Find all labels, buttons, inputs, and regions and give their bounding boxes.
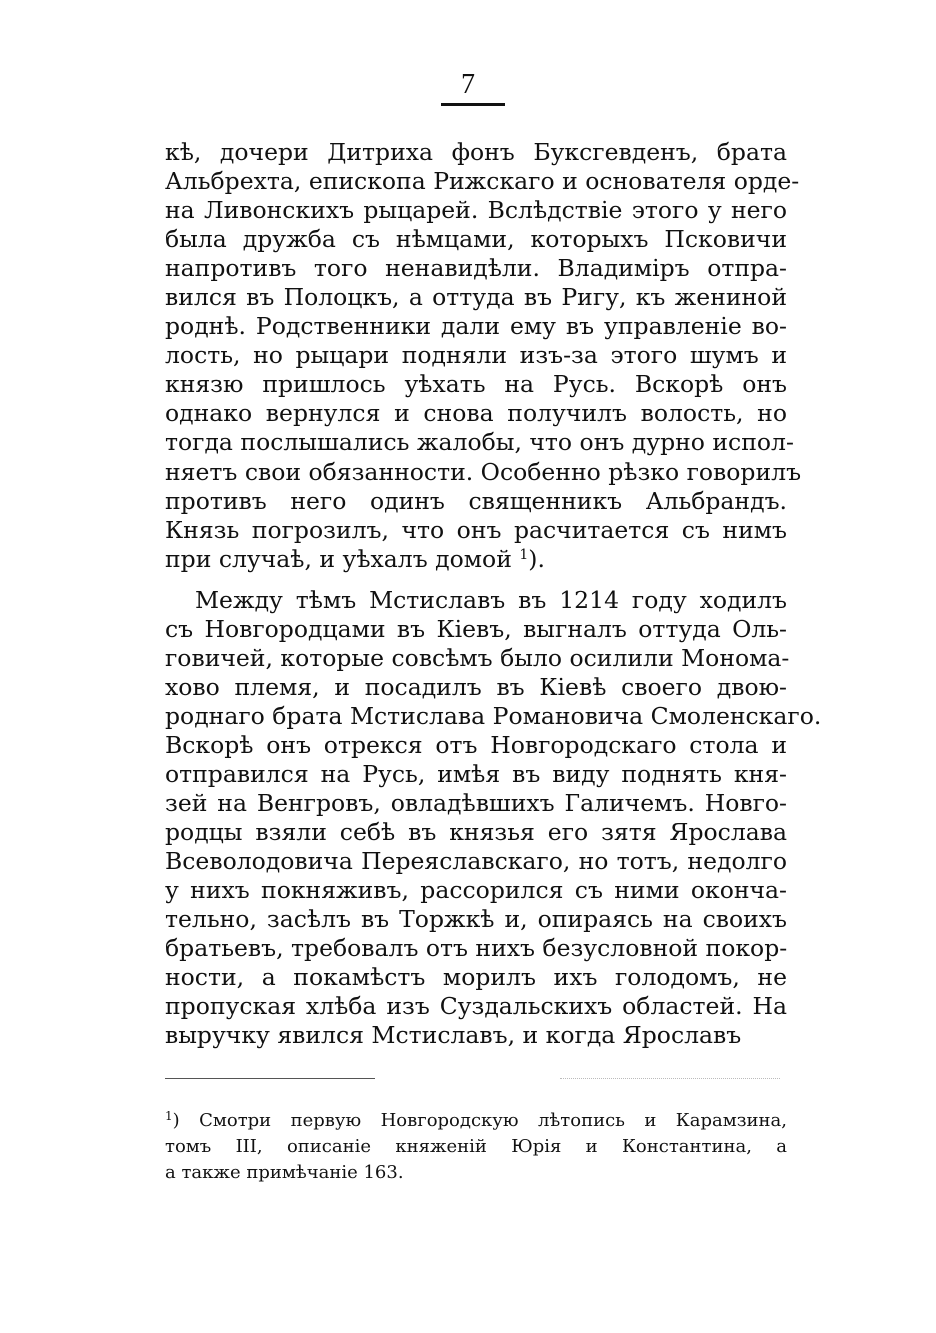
line-text: хово племя, и посадилъ въ Кіевѣ своего двою- [165, 672, 787, 701]
line-text: ности, а покамѣстъ морилъ ихъ голодомъ, не [165, 963, 787, 992]
line-text: няетъ свои обязанности. Особенно рѣзко говорилъ [165, 457, 802, 486]
line-end: ). [528, 544, 545, 573]
line-text: кѣ, дочери Дитриха фонъ Буксгевденъ, брата [165, 138, 787, 166]
line-text: говичей, которые совсѣмъ было осилили Монома- [165, 643, 790, 672]
line-text: у нихъ покняживъ, рассорился съ ними оконча- [165, 876, 787, 905]
bleed-through-rule [560, 1078, 780, 1079]
footnote-line [165, 1134, 787, 1160]
line-text: Всеволодовича Переяславскаго, но тотъ, недолго [165, 847, 787, 876]
text-line [165, 731, 787, 760]
text-line [165, 516, 787, 545]
line-text: Альбрехта, епископа Рижскаго и основателя орде- [165, 167, 800, 196]
line-text: роднѣ. Родственники дали ему въ управленіе во- [165, 312, 787, 341]
line-text: родцы взяли себѣ въ князья его зятя Ярослава [165, 818, 787, 847]
line-text: Князь погрозилъ, что онъ расчитается съ нимъ [165, 515, 787, 544]
line-text: вился въ Полоцкъ, а оттуда въ Ригу, къ жениной [165, 283, 787, 312]
footnote [165, 1108, 787, 1186]
footnote-reference[interactable]: 1 [519, 546, 529, 563]
text-line [165, 847, 787, 876]
main-text [165, 138, 822, 1050]
line-text: была дружба съ нѣмцами, которыхъ Псковичи [165, 225, 787, 254]
text-line [165, 643, 790, 673]
line-text: напротивъ того ненавидѣли. Владиміръ отпра- [165, 254, 787, 283]
line-text: братьевъ, требовалъ отъ нихъ безусловной покор- [165, 934, 788, 963]
footnote-line [165, 1108, 787, 1134]
footnote-text: ) Смотри первую Новгородскую лѣтопись и Карамзина, [172, 1110, 787, 1131]
line-text: лость, но рыцари подняли изъ-за этого шумъ и [165, 341, 787, 370]
line-text: князю пришлось уѣхать на Русь. Вскорѣ онъ [165, 370, 787, 399]
text-line [165, 283, 787, 312]
line-text: противъ него одинъ священникъ Альбрандъ. [165, 486, 787, 515]
text-line [165, 254, 787, 283]
page-number: 7 [461, 69, 475, 100]
text-line [165, 673, 787, 702]
text-line [165, 934, 787, 963]
line-text: пропуская хлѣба изъ Суздальскихъ областей. На [165, 992, 787, 1021]
line-text: тогда послышались жалобы, что онъ дурно испол- [165, 428, 794, 457]
page-number-rule [441, 103, 505, 106]
line-text: однако вернулся и снова получилъ волость, но [165, 399, 787, 428]
line-text: отправился на Русь, имѣя въ виду поднять кня- [165, 759, 787, 788]
text-line [165, 341, 787, 370]
line-text: при случаѣ, и уѣхалъ домой [165, 544, 512, 573]
line-text: выручку явился Мстиславъ, и когда Ярославъ [165, 1021, 742, 1050]
text-line [165, 760, 787, 789]
footnote-text: томъ III, описаніе княженій Юрія и Константина, а [165, 1136, 787, 1157]
text-line [165, 701, 822, 731]
line-text: Между тѣмъ Мстиславъ въ 1214 году ходилъ [195, 585, 787, 614]
paragraph-gap [165, 574, 787, 586]
text-line [165, 1021, 787, 1050]
text-line [165, 818, 787, 847]
text-line [165, 586, 787, 615]
text-line [165, 905, 787, 934]
line-text: съ Новгородцами въ Кіевъ, выгналъ оттуда Оль- [165, 614, 787, 643]
line-text: роднаго брата Мстислава Романовича Смоленскаго. [165, 701, 822, 730]
footnote-marker: 1 [165, 1109, 173, 1123]
text-line [165, 399, 787, 428]
text-line [165, 876, 787, 905]
footnote-text: а также примѣчаніе 163. [165, 1162, 404, 1183]
text-line [165, 789, 787, 818]
footnote-separator [165, 1078, 375, 1079]
line-text: тельно, засѣлъ въ Торжкѣ и, опираясь на своихъ [165, 905, 787, 934]
text-line [165, 487, 787, 516]
text-line [165, 196, 787, 225]
line-text: на Ливонскихъ рыцарей. Вслѣдствіе этого у него [165, 196, 787, 225]
text-line [165, 615, 787, 644]
text-line [165, 312, 787, 341]
text-line [165, 992, 787, 1021]
text-line [165, 545, 787, 574]
line-text: зей на Венгровъ, овладѣвшихъ Галичемъ. Новго- [165, 789, 787, 818]
text-line [165, 428, 794, 457]
text-line [165, 167, 800, 196]
text-line [165, 138, 787, 167]
text-line [165, 963, 787, 992]
text-line [165, 457, 802, 487]
text-line [165, 370, 787, 399]
line-text: Вскорѣ онъ отрекся отъ Новгородскаго стола и [165, 730, 787, 759]
text-line [165, 225, 787, 254]
footnote-line [165, 1160, 787, 1186]
